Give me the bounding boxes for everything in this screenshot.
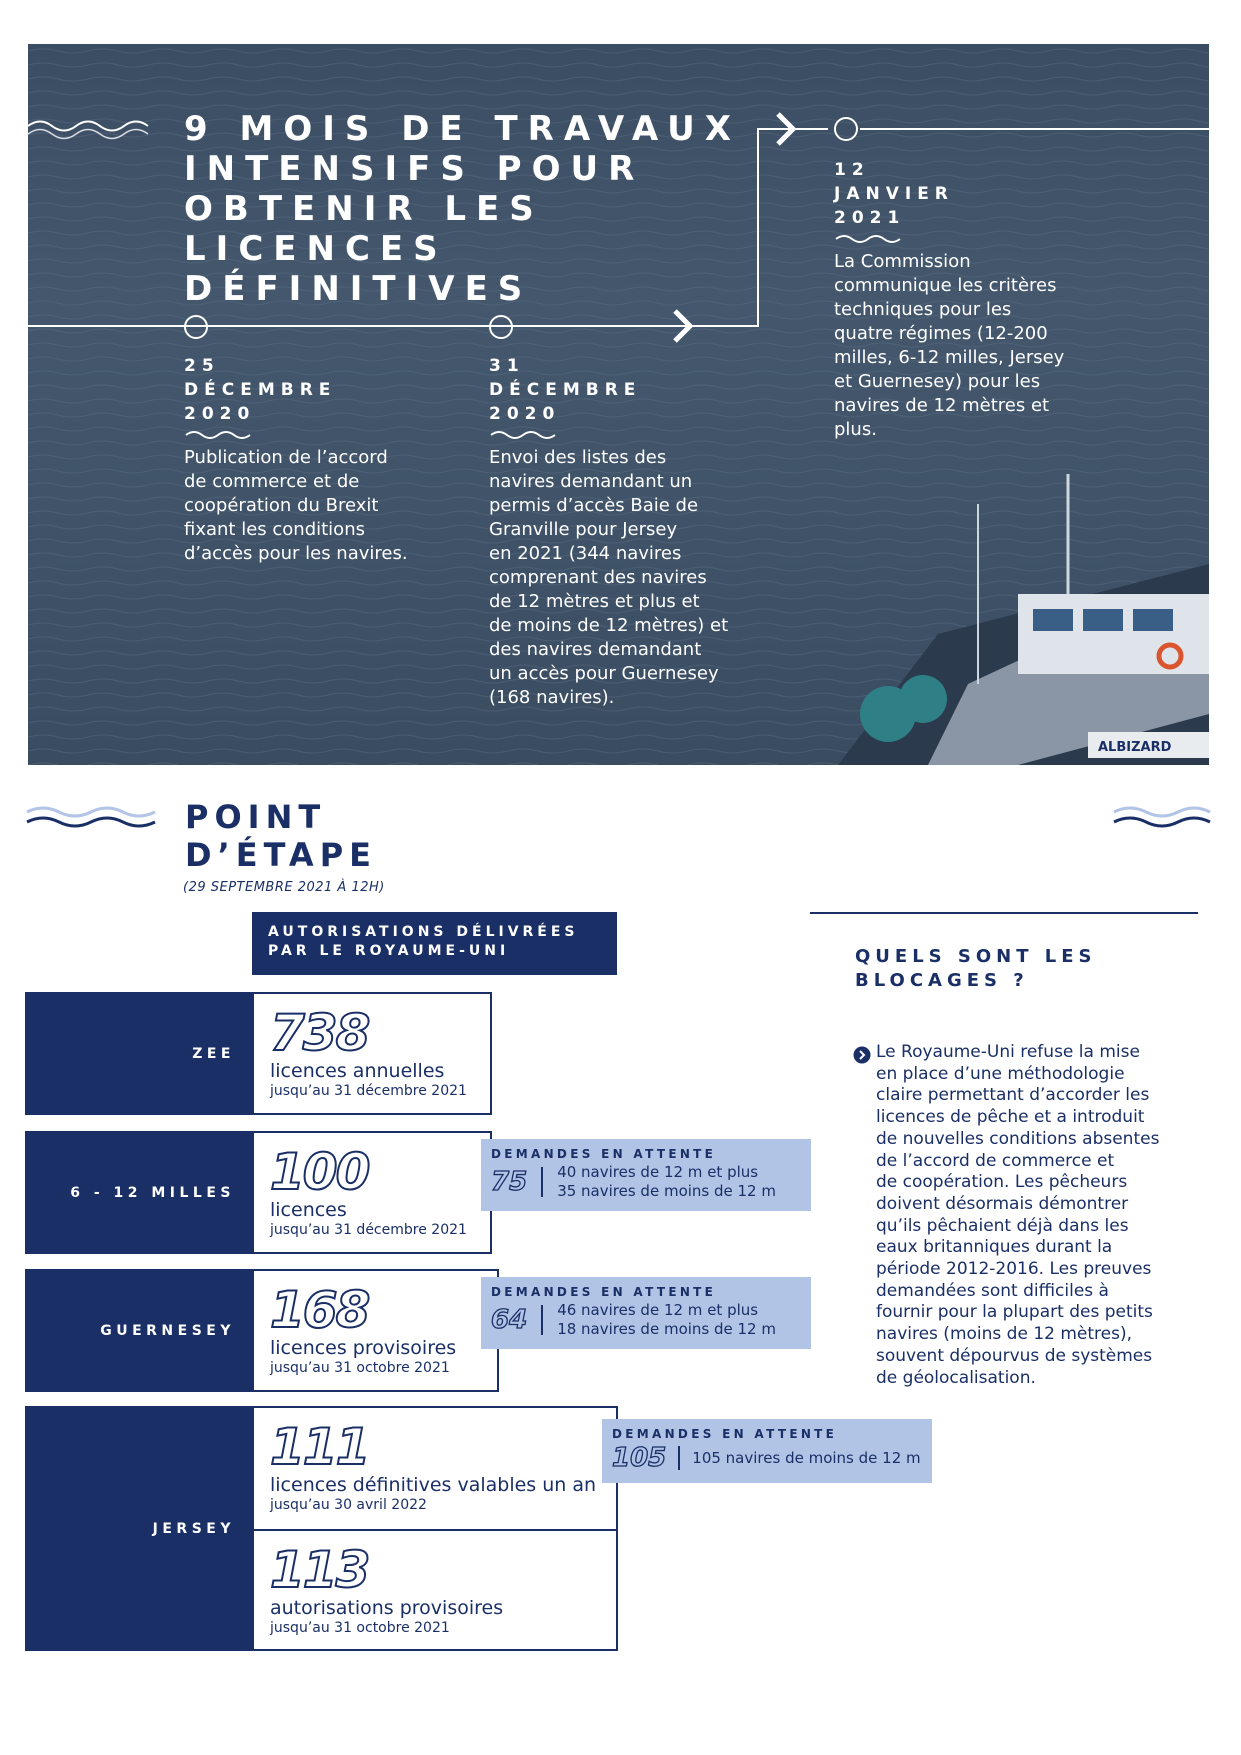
zee-licence-card bbox=[252, 992, 492, 1115]
timeline-event-3 bbox=[834, 158, 1094, 442]
pending-line: 40 navires de 12 m et plus bbox=[557, 1163, 759, 1181]
event-line: en 2021 (344 navires bbox=[489, 543, 682, 564]
licence-type: licences définitives valables un an bbox=[270, 1474, 597, 1496]
row-label-jersey: JERSEY bbox=[25, 1406, 253, 1651]
blocages-line: doivent désormais démontrer bbox=[876, 1193, 1129, 1214]
pending-line: 18 navires de moins de 12 m bbox=[557, 1320, 776, 1338]
blocages-line: de l’accord de commerce et bbox=[876, 1150, 1115, 1171]
event-date-day: 25 bbox=[184, 356, 220, 376]
jersey-provisional-authorization-card bbox=[252, 1529, 618, 1651]
pending-heading: DEMANDES EN ATTENTE bbox=[491, 1147, 717, 1161]
wave-decoration-right-icon bbox=[1112, 804, 1212, 832]
licence-count: 168 bbox=[270, 1281, 369, 1339]
event-line: des navires demandant bbox=[489, 639, 702, 660]
event-description bbox=[489, 446, 749, 710]
milles-licence-card bbox=[252, 1131, 492, 1254]
event-line: navires demandant un bbox=[489, 471, 693, 492]
event-line: comprenant des navires bbox=[489, 567, 707, 588]
blocages-line: période 2012-2016. Les preuves bbox=[876, 1259, 1152, 1280]
event-line: La Commission bbox=[834, 251, 971, 272]
licence-validity: jusqu’au 31 décembre 2021 bbox=[270, 1222, 467, 1238]
blocages-line: claire permettant d’accorder les bbox=[876, 1085, 1150, 1106]
blocages-line: navires (moins de 12 mètres), bbox=[876, 1324, 1133, 1345]
section-title-line: D’ÉTAPE bbox=[185, 836, 377, 874]
event-date-day: 12 bbox=[834, 160, 870, 180]
section-subtitle: (29 SEPTEMBRE 2021 À 12H) bbox=[183, 880, 385, 895]
licence-type: licences bbox=[270, 1199, 347, 1221]
blocages-title-line: QUELS SONT LES bbox=[855, 946, 1097, 967]
pending-count: 75 bbox=[491, 1167, 528, 1197]
event-line: d’accès pour les navires. bbox=[184, 543, 408, 564]
licence-count: 100 bbox=[270, 1143, 369, 1201]
blocages-line: en place d’une méthodologie bbox=[876, 1063, 1125, 1084]
hero-title-line: 9 MOIS DE TRAVAUX bbox=[184, 109, 741, 149]
event-date-month: DÉCEMBRE bbox=[489, 380, 642, 400]
hero-title-line: INTENSIFS POUR bbox=[184, 149, 645, 189]
blocages-line: fournir pour la plupart des petits bbox=[876, 1302, 1153, 1323]
event-line: Publication de l’accord bbox=[184, 447, 388, 468]
blocages-line: de coopération. Les pêcheurs bbox=[876, 1172, 1128, 1193]
blocages-divider bbox=[810, 912, 1198, 914]
row-label-zee: ZEE bbox=[25, 992, 253, 1115]
event-line: milles, 6-12 milles, Jersey bbox=[834, 347, 1065, 368]
pending-divider bbox=[678, 1446, 680, 1470]
timeline-event-2 bbox=[489, 354, 749, 710]
blocages-title bbox=[855, 945, 1097, 993]
pending-line: 105 navires de moins de 12 m bbox=[692, 1448, 921, 1467]
section-title bbox=[185, 798, 377, 874]
pending-line: 35 navires de moins de 12 m bbox=[557, 1182, 776, 1200]
wave-divider-icon bbox=[489, 426, 559, 442]
event-line: de moins de 12 mètres) et bbox=[489, 615, 729, 636]
licence-validity: jusqu’au 31 octobre 2021 bbox=[270, 1620, 450, 1636]
hero-title-line: DÉFINITIVES bbox=[184, 269, 533, 309]
event-line: coopération du Brexit bbox=[184, 495, 379, 516]
event-date-month: DÉCEMBRE bbox=[184, 380, 337, 400]
hero-photo-panel bbox=[28, 44, 1209, 765]
event-line: (168 navires). bbox=[489, 687, 615, 708]
guernesey-licence-card bbox=[252, 1269, 499, 1392]
licence-validity: jusqu’au 31 décembre 2021 bbox=[270, 1083, 467, 1099]
jersey-definitive-licence-card bbox=[252, 1406, 618, 1531]
jersey-pending-box bbox=[602, 1419, 932, 1483]
licence-validity: jusqu’au 30 avril 2022 bbox=[270, 1497, 427, 1513]
licence-count: 738 bbox=[270, 1004, 369, 1062]
event-line: plus. bbox=[834, 419, 877, 440]
header-line: PAR LE ROYAUME-UNI bbox=[268, 943, 510, 959]
blocages-line: de géolocalisation. bbox=[876, 1367, 1036, 1388]
licence-type: autorisations provisoires bbox=[270, 1597, 504, 1619]
guernesey-pending-box bbox=[481, 1277, 811, 1349]
event-line: communique les critères bbox=[834, 275, 1057, 296]
licence-count: 113 bbox=[270, 1541, 369, 1599]
event-line: de 12 mètres et plus et bbox=[489, 591, 700, 612]
licence-validity: jusqu’au 31 octobre 2021 bbox=[270, 1360, 450, 1376]
row-label-6-12-milles: 6 - 12 MILLES bbox=[25, 1131, 253, 1254]
licence-type: licences annuelles bbox=[270, 1060, 445, 1082]
event-description bbox=[834, 250, 1094, 442]
blocages-line: de nouvelles conditions absentes bbox=[876, 1128, 1160, 1149]
pending-count: 64 bbox=[491, 1305, 528, 1335]
event-date-year: 2020 bbox=[184, 404, 256, 424]
wave-divider-icon bbox=[184, 426, 254, 442]
event-line: Envoi des listes des bbox=[489, 447, 667, 468]
pending-divider bbox=[541, 1167, 543, 1197]
blocages-line: souvent dépourvus de systèmes bbox=[876, 1345, 1153, 1366]
wave-decoration-left-icon bbox=[25, 804, 165, 832]
boat-name-lettering: ALBIZARD bbox=[1098, 740, 1172, 755]
authorizations-header bbox=[252, 912, 617, 975]
pending-line: 46 navires de 12 m et plus bbox=[557, 1301, 759, 1319]
blocages-line: Le Royaume-Uni refuse la mise bbox=[876, 1042, 1140, 1062]
pending-count: 105 bbox=[612, 1443, 667, 1473]
row-label-guernesey: GUERNESEY bbox=[25, 1269, 253, 1392]
milles-pending-box bbox=[481, 1139, 811, 1211]
event-line: Granville pour Jersey bbox=[489, 519, 678, 540]
wave-divider-icon bbox=[834, 230, 904, 246]
event-line: navires de 12 mètres et bbox=[834, 395, 1050, 416]
section-title-line: POINT bbox=[185, 798, 327, 836]
event-date-month: JANVIER bbox=[834, 184, 954, 204]
event-date-year: 2021 bbox=[834, 208, 906, 228]
event-line: un accès pour Guernesey bbox=[489, 663, 719, 684]
pending-heading: DEMANDES EN ATTENTE bbox=[491, 1285, 717, 1299]
pending-heading: DEMANDES EN ATTENTE bbox=[612, 1427, 838, 1441]
event-line: fixant les conditions bbox=[184, 519, 365, 540]
timeline-event-1 bbox=[184, 354, 424, 566]
hero-title bbox=[184, 109, 824, 309]
licence-type: licences provisoires bbox=[270, 1337, 457, 1359]
header-line: AUTORISATIONS DÉLIVRÉES bbox=[268, 924, 579, 940]
event-line: et Guernesey) pour les bbox=[834, 371, 1041, 392]
blocages-title-line: BLOCAGES ? bbox=[855, 970, 1029, 991]
event-description bbox=[184, 446, 424, 566]
event-line: de commerce et de bbox=[184, 471, 360, 492]
blocages-line: qu’ils pêchaient déjà dans les bbox=[876, 1215, 1129, 1236]
licence-count: 111 bbox=[270, 1418, 369, 1476]
blocages-text bbox=[876, 1042, 1206, 1389]
event-line: permis d’accès Baie de bbox=[489, 495, 699, 516]
hero-title-line: OBTENIR LES LICENCES bbox=[184, 189, 544, 269]
event-date-day: 31 bbox=[489, 356, 525, 376]
event-line: quatre régimes (12-200 bbox=[834, 323, 1048, 344]
blocages-line: eaux britanniques durant la bbox=[876, 1237, 1113, 1258]
event-line: techniques pour les bbox=[834, 299, 1012, 320]
event-date-year: 2020 bbox=[489, 404, 561, 424]
pending-divider bbox=[541, 1305, 543, 1335]
blocages-line: demandées sont difficiles à bbox=[876, 1280, 1109, 1301]
chevron-right-circle-icon bbox=[853, 1046, 871, 1064]
blocages-line: licences de pêche et a introduit bbox=[876, 1107, 1145, 1128]
